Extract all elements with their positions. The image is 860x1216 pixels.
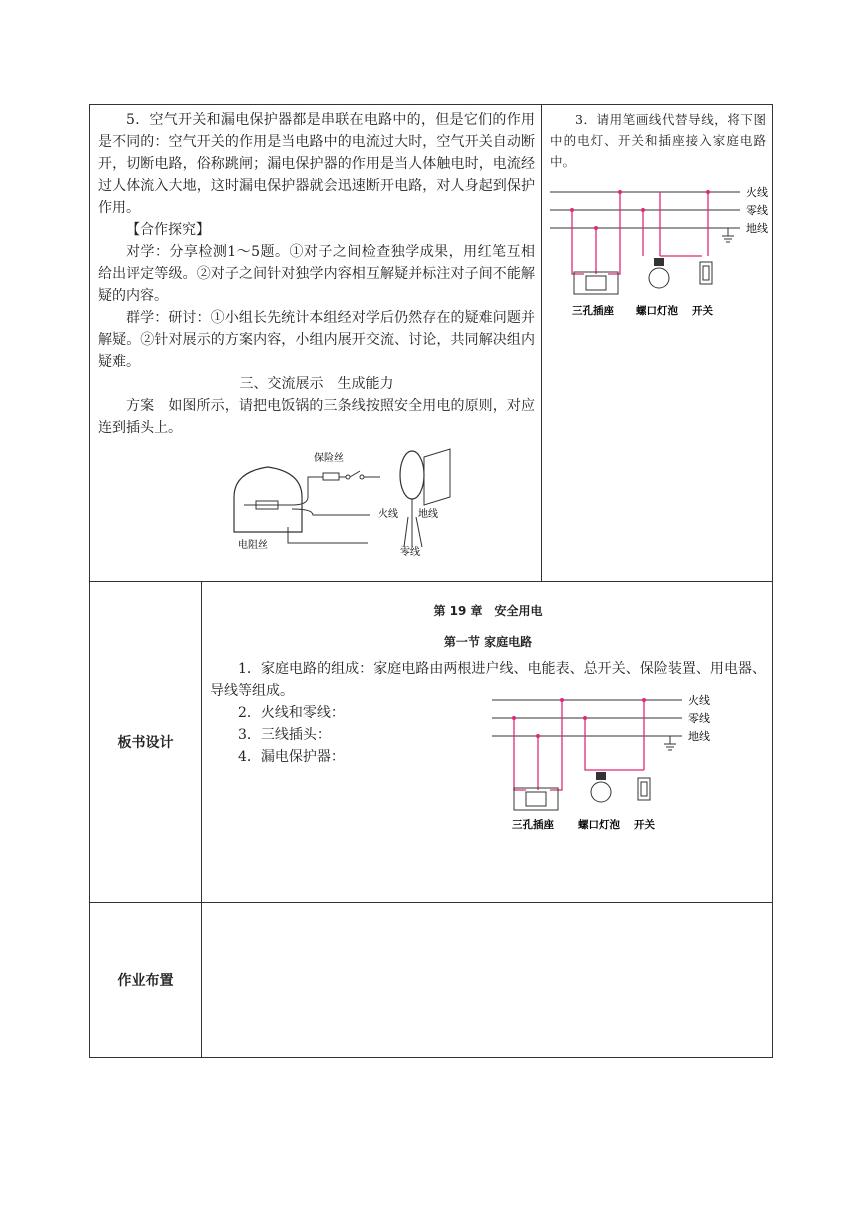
ground-wire-label: 地线 <box>418 509 438 520</box>
neutral-label: 零线 <box>746 204 768 217</box>
paragraph-breakers: 5．空气开关和漏电保护器都是串联在电路中的，但是它们的作用是不同的：空气开关的作用是当电路中的电流过大时，空气开关自动断开，切断电路，俗称跳闸；漏电保护器的作用是当人体触电时，电流经过人体流入大地，这时漏电保护器就会迅速断开电路，对人身起到保护作用。 <box>98 112 535 216</box>
wiring-diagram-board <box>492 692 722 832</box>
board-design-label: 板书设计 <box>90 582 202 903</box>
homework-label: 作业布置 <box>90 903 202 1058</box>
section-title: 第一节 家庭电路 <box>443 635 533 649</box>
live-label: 火线 <box>746 186 768 199</box>
board-ground-label: 地线 <box>688 730 710 743</box>
paragraph-group-study: 群学：研讨：①小组长先统计本组经对学后仍然存在的疑难问题并解疑。②针对展示的方案内容，小组内展开交流、讨论，共同解决组内疑难。 <box>98 310 535 370</box>
side-exercise-cell <box>542 105 773 582</box>
homework-row <box>90 903 773 1058</box>
rice-cooker-figure <box>228 447 458 557</box>
content-row <box>90 105 773 582</box>
live-wire-label: 火线 <box>378 509 398 520</box>
board-item-3: 3．三线插头： <box>238 727 331 743</box>
section-heading-3: 三、交流展示 生成能力 <box>239 376 394 392</box>
board-bulb-label: 螺口灯泡 <box>578 819 620 831</box>
board-socket-label: 三孔插座 <box>512 819 554 831</box>
heading-cooperative: 【合作探究】 <box>126 222 210 238</box>
homework-cell <box>202 903 773 1058</box>
board-switch-label: 开关 <box>634 819 655 831</box>
board-item-1: 1．家庭电路的组成：家庭电路由两根进户线、电能表、总开关、保险装置、用电器、导线等组成。 <box>210 661 766 699</box>
fuse-label: 保险丝 <box>314 453 344 464</box>
main-content-cell <box>90 105 542 582</box>
board-neutral-label: 零线 <box>688 712 710 725</box>
bulb-label: 螺口灯泡 <box>636 305 678 317</box>
lesson-table <box>89 104 773 1058</box>
paragraph-plan: 方案 如图所示，请把电饭锅的三条线按照安全用电的原则，对应连到插头上。 <box>98 398 535 436</box>
switch-label: 开关 <box>692 305 713 317</box>
resistor-label: 电阻丝 <box>238 540 268 551</box>
socket-label: 三孔插座 <box>572 305 614 317</box>
ground-label: 地线 <box>746 222 768 235</box>
board-design-cell <box>202 582 773 903</box>
chapter-title: 第 19 章 安全用电 <box>433 604 543 618</box>
board-item-4: 4．漏电保护器： <box>238 749 345 765</box>
board-live-label: 火线 <box>688 694 710 707</box>
exercise-3-text: 3．请用笔画线代替导线，将下图中的电灯、开关和插座接入家庭电路中。 <box>550 112 766 169</box>
board-design-row <box>90 582 773 903</box>
paragraph-pair-study: 对学：分享检测1～5题。①对子之间检查独学成果，用红笔互相给出评定等级。②对子之间针对独学内容相互解疑并标注对子间不能解疑的内容。 <box>98 244 535 304</box>
wiring-diagram-exercise <box>550 184 770 324</box>
neutral-wire-label: 零线 <box>400 547 420 557</box>
board-item-2: 2．火线和零线： <box>238 705 345 721</box>
